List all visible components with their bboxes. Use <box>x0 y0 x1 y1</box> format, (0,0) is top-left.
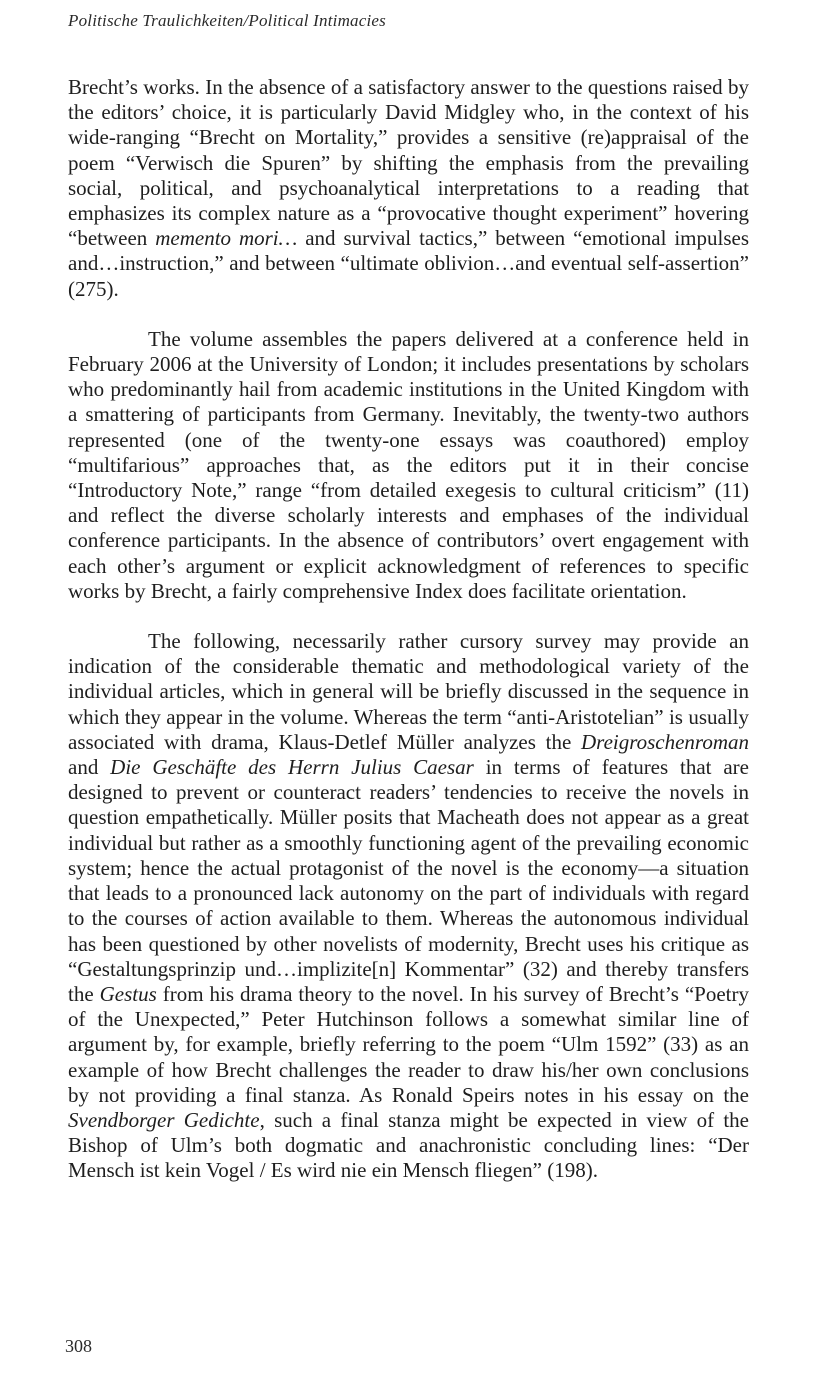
paragraph-1 <box>68 75 749 302</box>
running-head: Politische Traulichkeiten/Political Intimacies <box>68 11 386 30</box>
italic-title: Dreigroschenroman <box>581 729 749 754</box>
italic-title: Gestus <box>99 981 157 1006</box>
text-run: from his drama theory to the novel. In his survey of Brecht’s “Poetry of the Unexpected,” Peter Hutchinson follows a somewhat similar line of argument by, for example, briefly referring to the poem “Ulm 1592” (33) as an example of how Brecht challenges the reader to draw his/her own conclusions by not providing a final stanza. As Ronald Speirs notes in his essay on the <box>68 981 750 1107</box>
text-run: in terms of features that are designed to prevent or counteract readers’ tendencies to receive the novels in question empathetically. Müller posits that Macheath does not appear as a great individual but rather as a smoothly functioning agent of the prevailing economic system; hence the actual protagonist of the novel is the economy—a situation that leads to a pronounced lack autonomy on the part of individuals with regard to the courses of action available to them. Whereas the autonomous individual has been questioned by other novelists of modernity, Brecht uses his critique as “Gestaltungsprinzip und…implizite[n] Kommentar” (32) and thereby transfers the <box>68 755 749 1006</box>
text-run: The following, necessarily rather cursory survey may provide an indication of the considerable thematic and methodological variety of the individual articles, which in general will be briefly discussed in the sequence in which they appear in the volume. Whereas the term “anti-Aristotelian” is usually associated with drama, Klaus-Detlef Müller analyzes the <box>68 629 749 754</box>
text-run: and <box>68 755 111 780</box>
body-text <box>68 75 749 1184</box>
page-number: 308 <box>65 1336 92 1356</box>
text-run: , such a final stanza might be expected in view of the Bishop of Ulm’s both dogmatic and anachronistic concluding lines: “Der Mensch ist kein Vogel / Es wird nie ein Mensch fliegen” (198). <box>68 1107 750 1183</box>
paragraph-2 <box>68 327 749 604</box>
paragraph-3 <box>68 629 749 1183</box>
italic-title: Die Geschäfte des Herrn Julius Caesar <box>110 755 474 780</box>
italic-title: Svendborger Gedichte <box>68 1107 260 1132</box>
italic-title: memento mori… <box>155 226 298 251</box>
text-run: The volume assembles the papers delivered at a conference held in February 2006 at the University of London; it includes presentations by scholars who predominantly hail from academic institutions in the United Kingdom with a smattering of participants from Germany. Inevitably, the twenty-two authors represented (one of the twenty-one essays was coauthored) employ “multifarious” approaches that, as the editors put it in their concise “Introductory Note,” range “from detailed exegesis to cultural criticism” (11) and reflect the diverse scholarly interests and emphases of the individual conference participants. In the absence of contributors’ overt engagement with each other’s argument or explicit acknowledgment of references to specific works by Brecht, a fairly comprehensive Index does facilitate orientation. <box>68 326 749 603</box>
text-run: Brecht’s works. In the absence of a satisfactory answer to the questions raised by the editors’ choice, it is particularly David Midgley who, in the context of his wide-ranging “Brecht on Mortality,” provides a sensitive (re)appraisal of the poem “Verwisch die Spuren” by shifting the emphasis from the prevailing social, political, and psychoanalytical interpretations to a reading that emphasizes its complex nature as a “provocative thought experiment” hovering “between <box>68 75 749 251</box>
text-run: and survival tactics,” between “emotional impulses and…instruction,” and between “ultimate oblivion…and eventual self-assertion” (275). <box>68 226 749 301</box>
